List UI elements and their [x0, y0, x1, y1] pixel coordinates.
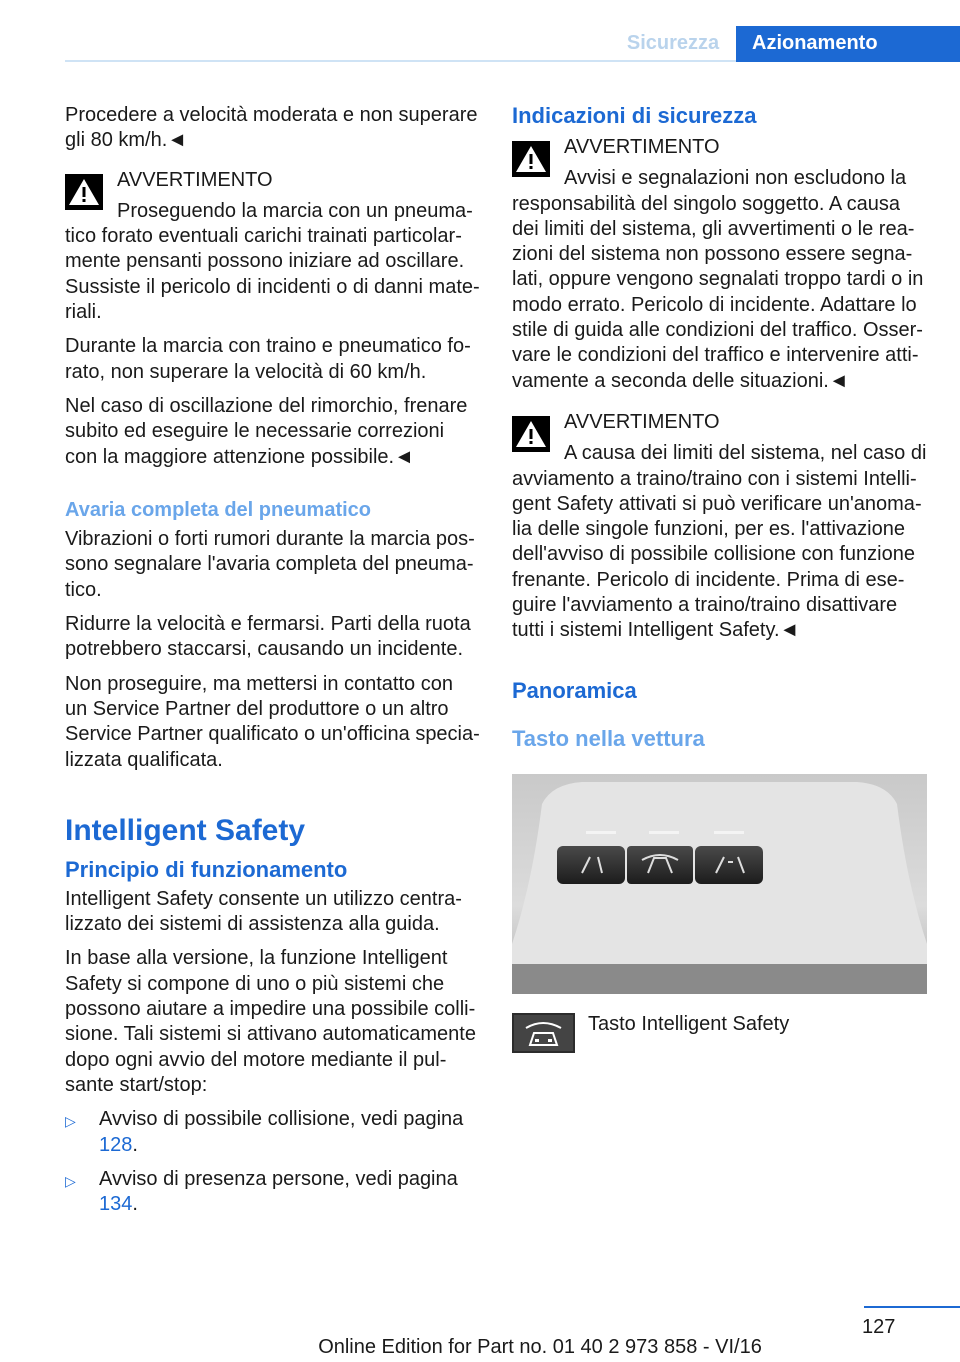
- warning-text: Proseguendo la marcia con un pneumatico forato eventuali carichi trainati particolarmente pensanti possono iniziare ad oscillare. Sussiste il pericolo di incidenti o di danni materiali.: [65, 199, 480, 324]
- bullet-triangle-icon: ▷: [65, 1172, 76, 1189]
- right-column: [512, 103, 932, 752]
- section-heading: Indicazioni di sicurezza: [512, 103, 757, 128]
- left-column: [65, 103, 480, 1226]
- page-number: 127: [862, 1316, 896, 1338]
- section-heading: Avaria completa del pneumatico: [65, 498, 372, 521]
- section-heading: Panoramica: [512, 677, 637, 703]
- list-item-end: .: [132, 1133, 138, 1156]
- chapter-heading: Intelligent Safety: [65, 813, 306, 847]
- warning-icon: [512, 416, 550, 452]
- paragraph: Nel caso di oscillazione del rimorchio, frenare subito ed eseguire le necessarie correzioni con la maggiore attenzione possibile.◄: [65, 394, 468, 468]
- intelligent-safety-key-icon: [512, 1013, 575, 1053]
- warning-title: AVVERTIMENTO: [117, 168, 273, 191]
- list-item-text: Avviso di possibile collisione, vedi pagina: [99, 1108, 464, 1131]
- paragraph: Ridurre la velocità e fermarsi. Parti della ruota potrebbero staccarsi, causando un incidente.: [65, 613, 471, 661]
- bullet-triangle-icon: ▷: [65, 1113, 76, 1130]
- tab-sicurezza[interactable]: Sicurezza: [626, 32, 720, 54]
- warning-title: AVVERTIMENTO: [564, 410, 720, 433]
- list-item: [65, 1167, 480, 1218]
- list-item-text: Avviso di presenza persone, vedi pagina: [99, 1167, 458, 1190]
- warning-title: AVVERTIMENTO: [564, 136, 720, 158]
- paragraph: Intelligent Safety consente un utilizzo centralizzato dei sistemi di assistenza alla guida.: [65, 887, 462, 936]
- subsection-heading: Tasto nella vettura: [512, 725, 705, 751]
- paragraph: In base alla versione, la funzione Intelligent Safety si compone di uno o più sistemi che possono aiutare a impedire una possibile collisione. Tali sistemi si attivano automaticamente dopo ogni avvio del motore mediante il pulsante start/stop:: [65, 947, 476, 1096]
- section-heading: Principio di funzionamento: [65, 856, 348, 882]
- warning-block: [512, 135, 932, 394]
- warning-icon: [512, 141, 550, 177]
- warning-text: A causa dei limiti del sistema, nel caso di avviamento a traino/traino con i sistemi Intelligent Safety attivati si può verificare un'anomalia delle singole funzioni, per es. l'attivazione dell'avviso di possibile collisione con funzione frenante. Pericolo di incidente. Prima di eseguire l'avviamento a traino/traino disattivare tutti i sistemi Intelligent Safety.◄: [512, 442, 927, 642]
- paragraph: Durante la marcia con traino e pneumatico forato, non superare la velocità di 60 km/h.: [65, 335, 471, 383]
- paragraph: Non proseguire, ma mettersi in contatto con un Service Partner del produttore o un altro Service Partner qualificato o un'officina specializzata qualificata.: [65, 672, 480, 771]
- button-panel-photo: [512, 774, 927, 994]
- warning-block: [65, 168, 480, 326]
- warning-block: [512, 410, 932, 644]
- list-item: [65, 1107, 480, 1158]
- page-link[interactable]: 128: [99, 1133, 133, 1156]
- key-caption: Tasto Intelligent Safety: [588, 1013, 790, 1035]
- warning-text: Avvisi e segnalazioni non escludono la responsabilità del singolo soggetto. A causa dei limiti del sistema, gli avvertimenti o le reazioni del sistema non possono essere segnalati, oppure vengono segnalati troppo tardi o in modo errato. Pericolo di incidente. Adattare lo stile di guida alle condizioni del traffico. Osservare le condizioni del traffico e intervenire attivamente a seconda delle situazioni.◄: [512, 167, 924, 392]
- list-item-end: .: [132, 1193, 138, 1216]
- paragraph: Procedere a velocità moderata e non superare gli 80 km/h.◄: [65, 104, 478, 152]
- edition-footer: Online Edition for Part no. 01 40 2 973 858 - VI/16: [318, 1336, 762, 1358]
- warning-icon: [65, 174, 103, 210]
- tab-azionamento[interactable]: Azionamento: [736, 26, 960, 62]
- page-link[interactable]: 134: [99, 1193, 133, 1216]
- paragraph: Vibrazioni o forti rumori durante la marcia possono segnalare l'avaria completa del pneumatico.: [65, 528, 475, 601]
- footer-rule: [864, 1306, 960, 1308]
